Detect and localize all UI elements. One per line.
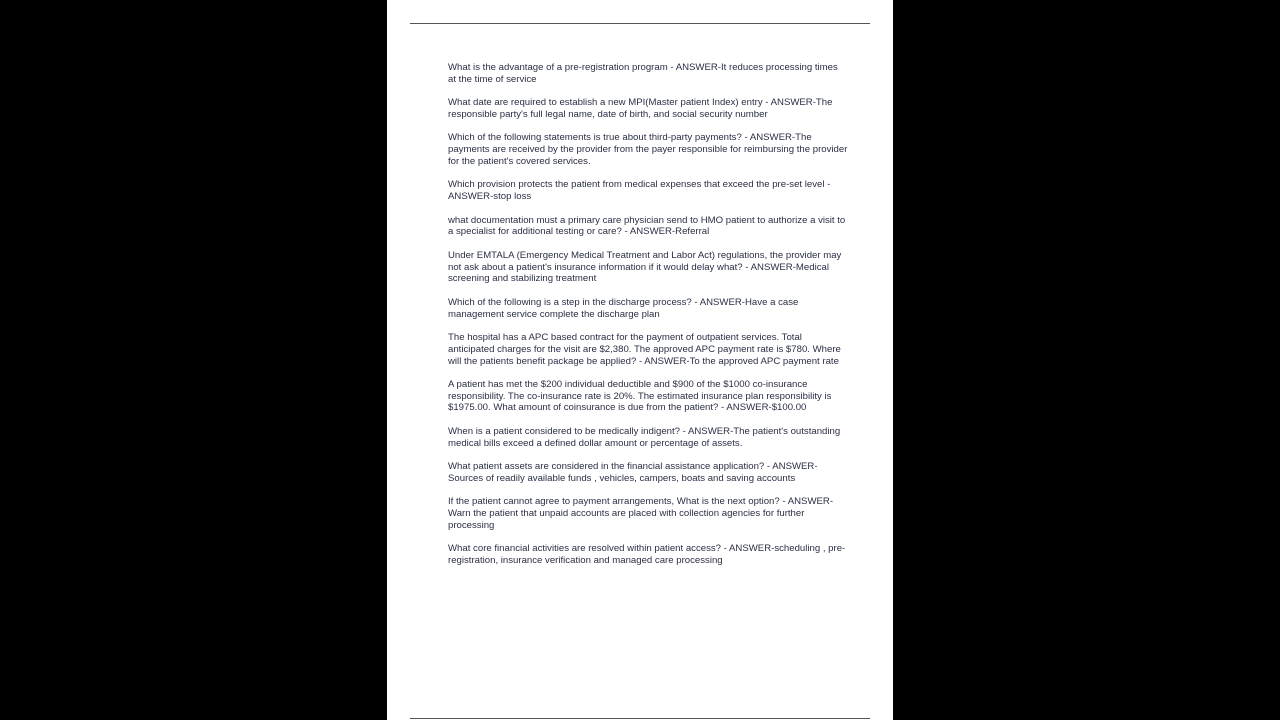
qa-item-12: If the patient cannot agree to payment arrangements, What is the next option? - ANSWER-Warn the patient that unpaid accounts are placed with collection agencies for further processing [448, 496, 834, 531]
qa-list [448, 62, 848, 578]
qa-item-8: The hospital has a APC based contract for the payment of outpatient services. Total anticipated charges for the visit are $2,380. The approved APC payment rate is $780. Where will the patients benefit package be applied? - ANSWER-To the approved APC payment rate [448, 331, 841, 367]
qa-item-13: What core financial activities are resolved within patient access? - ANSWER-scheduling , pre-registration, insurance verification and managed care processing [448, 543, 846, 567]
page-top-divider [410, 23, 870, 24]
page-bottom-divider [410, 718, 870, 719]
qa-item-2: What date are required to establish a new MPI(Master patient Index) entry - ANSWER-The responsible party's full legal name, date of birth, and social security number [448, 97, 833, 120]
qa-item-9: A patient has met the $200 individual deductible and $900 of the $1000 co-insurance responsibility. The co-insurance rate is 20%. The estimated insurance plan responsibility is $1975.00. What amount of coinsurance is due from the patient? - ANSWER-$100.00 [448, 378, 832, 414]
qa-item-4: Which provision protects the patient from medical expenses that exceed the pre-set level - ANSWER-stop loss [448, 179, 831, 203]
qa-item-6: Under EMTALA (Emergency Medical Treatment and Labor Act) regulations, the provider may not ask about a patient's insurance information if it would delay what? - ANSWER-Medical screening and stabilizing treatment [448, 249, 842, 285]
qa-item-11: What patient assets are considered in the financial assistance application? - ANSWER-Sources of readily available funds , vehicles, campers, boats and saving accounts [448, 461, 818, 484]
qa-item-5: what documentation must a primary care physician send to HMO patient to authorize a visit to a specialist for additional testing or care? - ANSWER-Referral [448, 214, 846, 238]
qa-item-1: What is the advantage of a pre-registration program - ANSWER-It reduces processing times at the time of service [448, 62, 838, 85]
qa-item-7: Which of the following is a step in the discharge process? - ANSWER-Have a case management service complete the discharge plan [448, 296, 799, 320]
qa-item-3: Which of the following statements is true about third-party payments? - ANSWER-The payments are received by the provider from the payer responsible for reimbursing the provider for the patient's covered services. [448, 132, 848, 167]
document-page [387, 0, 893, 720]
qa-item-10: When is a patient considered to be medically indigent? - ANSWER-The patient's outstanding medical bills exceed a defined dollar amount or percentage of assets. [448, 425, 841, 449]
